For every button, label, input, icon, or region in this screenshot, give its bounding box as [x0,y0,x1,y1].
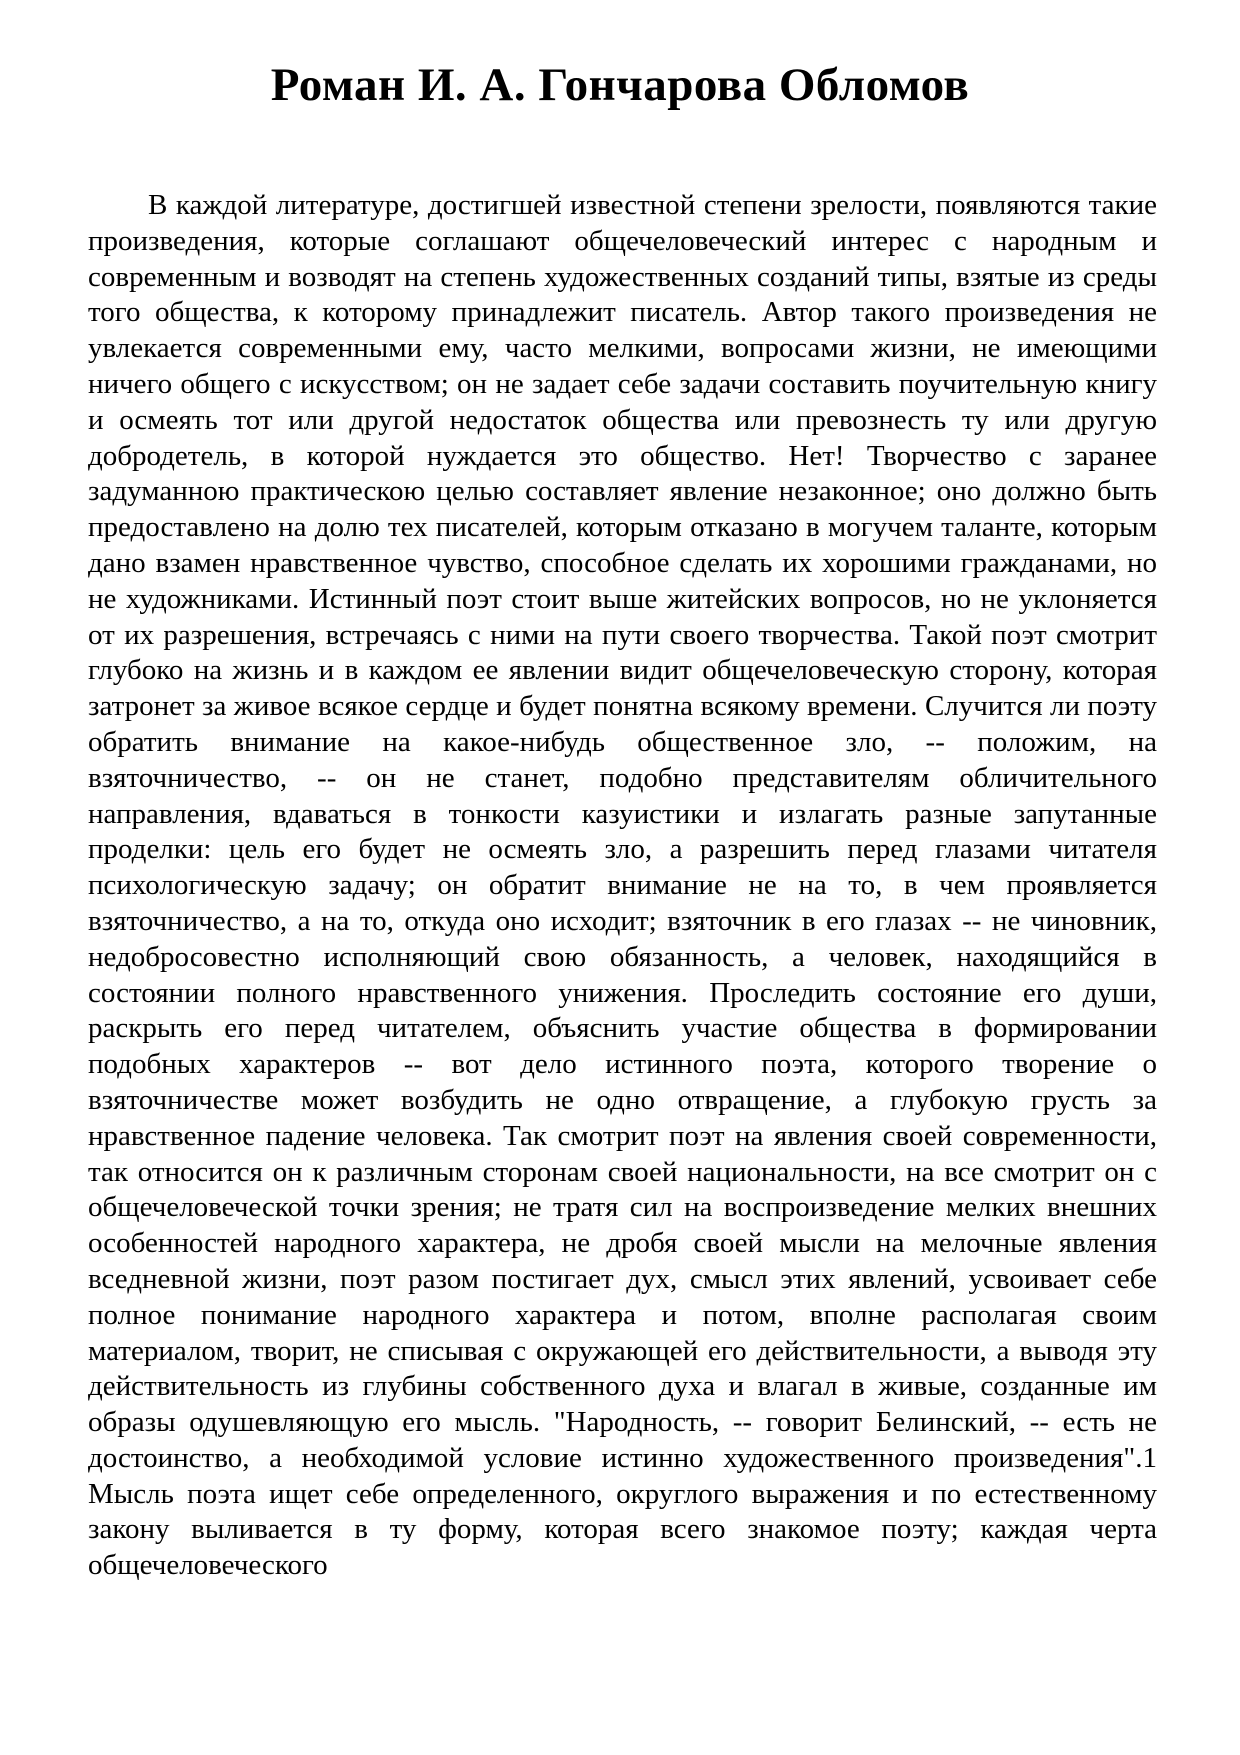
body-paragraph: В каждой литературе, достигшей известной степени зрелости, появляются такие произведения, которые соглашают общечеловеческий интерес с народным и современным и возводят на степень художественных созданий типы, взятые из среды того общества, к которому принадлежит писатель. Автор такого произведения не увлекается современными ему, часто мелкими, вопросами жизни, не имеющими ничего общего с искусством; он не задает себе задачи составить поучительную книгу и осмеять тот или другой недостаток общества или превознесть ту или другую добродетель, в которой нуждается это общество. Нет! Творчество с заранее задуманною практическою целью составляет явление незаконное; оно должно быть предоставлено на долю тех писателей, которым отказано в могучем таланте, которым дано взамен нравственное чувство, способное сделать их хорошими гражданами, но не художниками. Истинный поэт стоит выше житейских вопросов, но не уклоняется от их разрешения, встречаясь с ними на пути своего творчества. Такой поэт смотрит глубоко на жизнь и в каждом ее явлении видит общечеловеческую сторону, которая затронет за живое всякое сердце и будет понятна всякому времени. Случится ли поэту обратить внимание на какое-нибудь общественное зло, -- положим, на взяточничество, -- он не станет, подобно представителям обличительного направления, вдаваться в тонкости казуистики и излагать разные запутанные проделки: цель его будет не осмеять зло, а разрешить перед глазами читателя психологическую задачу; он обратит внимание не на то, в чем проявляется взяточничество, а на то, откуда оно исходит; взяточник в его глазах -- не чиновник, недобросовестно исполняющий свою обязанность, а человек, находящийся в состоянии полного нравственного унижения. Проследить состояние его души, раскрыть его перед читателем, объяснить участие общества в формировании подобных характеров -- вот дело истинного поэта, которого творение о взяточничестве может возбудить не одно отвращение, а глубокую грусть за нравственное падение человека. Так смотрит поэт на явления своей современности, так относится он к различным сторонам своей национальности, на все смотрит он с общечеловеческой точки зрения; не тратя сил на воспроизведение мелких внешних особенностей народного характера, не дробя своей мысли на мелочные явления вседневной жизни, поэт разом постигает дух, смысл этих явлений, усвоивает себе полное понимание народного характера и потом, вполне располагая своим материалом, творит, не списывая с окружающей его действительности, а выводя эту действительность из глубины собственного духа и влагал в живые, созданные им образы одушевляющую его мысль. "Народность, -- говорит Белинский, -- есть не достоинство, а необходимой условие истинно художественного произведения".1 Мысль поэта ищет себе определенного, округлого выражения и по естественному закону выливается в ту форму, которая всего знакомое поэту; каждая черта общечеловеческого [88,189,1157,1582]
document-title: Роман И. А. Гончарова Обломов [270,59,970,111]
